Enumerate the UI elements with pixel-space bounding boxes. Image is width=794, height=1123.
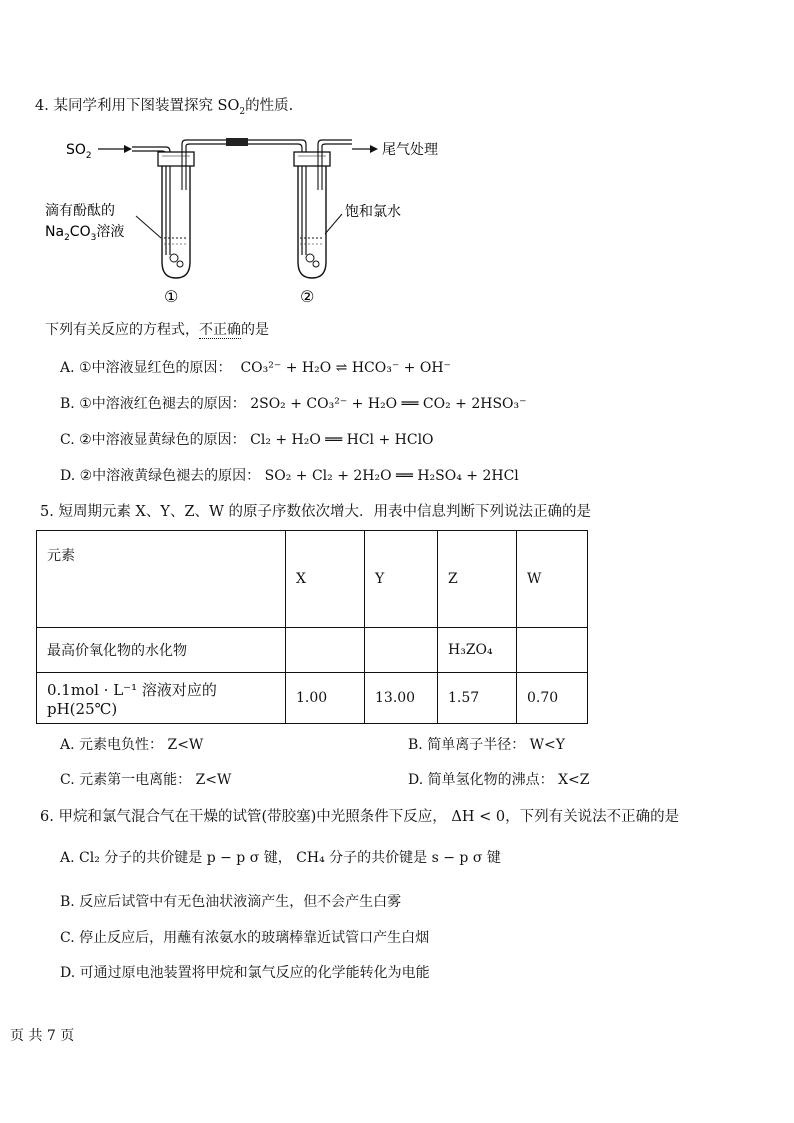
tube1-label-line2: $Na_2CO_3$溶液 xyxy=(45,224,125,243)
table-cell: 0.70 xyxy=(517,673,588,724)
q4-option-d[interactable]: D. ②中溶液黄绿色褪去的原因： SO₂ + Cl₂ + 2H₂O ══ H₂SO₄ + 2HCl xyxy=(60,468,519,484)
table-cell: Y xyxy=(365,531,438,628)
q4-option-b[interactable]: B. ①中溶液红色褪去的原因： 2SO₂ + CO₃²⁻ + H₂O ══ CO₂ + 2HSO₃⁻ xyxy=(60,396,527,412)
table-row xyxy=(37,531,588,628)
q5-option-c[interactable]: C. 元素第一电离能： Z<W xyxy=(60,772,232,788)
tube1-number: ① xyxy=(164,287,179,306)
q6-option-c[interactable]: C. 停止反应后，用蘸有浓氨水的玻璃棒靠近试管口产生白烟 xyxy=(60,930,430,946)
table-row xyxy=(37,673,588,724)
table-cell xyxy=(517,628,588,673)
table-cell: 0.1mol · L⁻¹ 溶液对应的 pH(25℃) xyxy=(37,673,286,724)
q4-stem: 4. 某同学利用下图装置探究 $SO_2$的性质. xyxy=(35,98,294,117)
table-cell: W xyxy=(517,531,588,628)
gas-in-label: $SO_2$ xyxy=(66,142,92,161)
tube2-number: ② xyxy=(300,287,315,306)
table-cell xyxy=(286,628,365,673)
q5-option-a[interactable]: A. 元素电负性： Z<W xyxy=(60,737,204,753)
table-cell: X xyxy=(286,531,365,628)
q6-option-a[interactable]: A. Cl₂ 分子的共价键是 p − p σ 键， CH₄ 分子的共价键是 s − p σ 键 xyxy=(60,850,501,866)
apparatus-figure xyxy=(40,130,480,310)
q6-stem: 6. 甲烷和氯气混合气在干燥的试管(带胶塞)中光照条件下反应， ΔH < 0，下列有关说法不正确的是 xyxy=(40,809,680,825)
q5-option-b[interactable]: B. 简单离子半径： W<Y xyxy=(408,737,566,753)
q5-stem: 5. 短周期元素 X、Y、Z、W 的原子序数依次增大．用表中信息判断下列说法正确的是 xyxy=(40,504,592,520)
table-row xyxy=(37,628,588,673)
page-footer: 页 共 7 页 xyxy=(10,1028,75,1044)
table-cell: 13.00 xyxy=(365,673,438,724)
table-cell: 1.57 xyxy=(438,673,517,724)
q4-prompt: 下列有关反应的方程式，不正确的是 xyxy=(45,322,269,338)
q4-option-a[interactable]: A. ①中溶液显红色的原因： CO₃²⁻ + H₂O ⇌ HCO₃⁻ + OH⁻ xyxy=(60,360,451,376)
q6-option-d[interactable]: D. 可通过原电池装置将甲烷和氯气反应的化学能转化为电能 xyxy=(60,965,430,981)
tube2-label: 饱和氯水 xyxy=(345,204,401,220)
table-cell: 1.00 xyxy=(286,673,365,724)
table-cell xyxy=(365,628,438,673)
q4-option-c[interactable]: C. ②中溶液显黄绿色的原因： Cl₂ + H₂O ══ HCl + HClO xyxy=(60,432,434,448)
table-cell: H₃ZO₄ xyxy=(438,628,517,673)
table-cell: 元素 xyxy=(37,531,286,628)
q5-option-d[interactable]: D. 简单氢化物的沸点： X<Z xyxy=(408,772,590,788)
table-cell: Z xyxy=(438,531,517,628)
q6-option-b[interactable]: B. 反应后试管中有无色油状液滴产生，但不会产生白雾 xyxy=(60,894,402,910)
gas-out-label: 尾气处理 xyxy=(382,142,438,158)
table-cell: 最高价氧化物的水化物 xyxy=(37,628,286,673)
tube1-label-line1: 滴有酚酞的 xyxy=(45,203,115,219)
element-table xyxy=(36,530,588,724)
